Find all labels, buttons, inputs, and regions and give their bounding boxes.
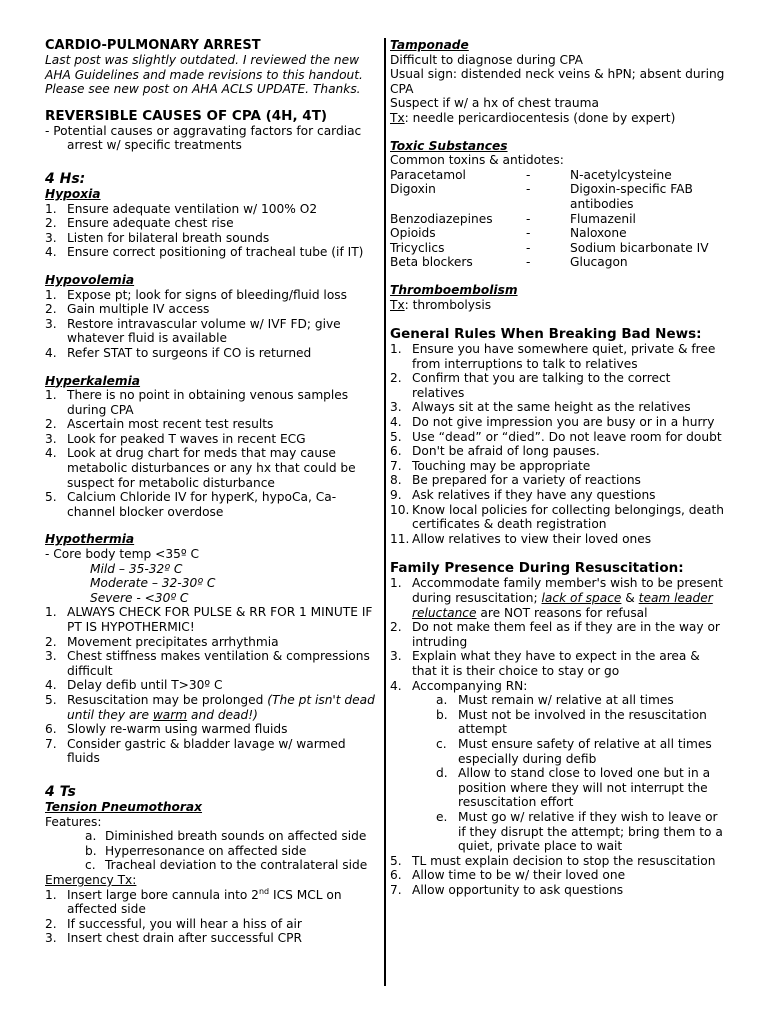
list-item: c. Must ensure safety of relative at all times especially during defib: [436, 736, 712, 766]
four-hs-heading: 4 Hs:: [45, 170, 86, 187]
list-item: 4. Look at drug chart for meds that may cause metabolic disturbances or any hx that could be suspect for metabolic disturbance: [45, 446, 356, 490]
list-item: 2. Ascertain most recent test results: [45, 417, 274, 432]
list-item: 3. Look for peaked T waves in recent ECG: [45, 431, 306, 446]
toxins-table: [390, 168, 725, 270]
list-item: 2. Ensure adequate chest rise: [45, 216, 234, 231]
hypovolemia-heading: Hypovolemia: [45, 272, 135, 287]
list-item: 6. Don't be afraid of long pauses.: [390, 444, 600, 459]
hypothermia-grade-moderate: Moderate – 32-30º C: [90, 576, 216, 591]
hyperkalemia-list: [45, 388, 380, 519]
hypothermia-grade-mild: Mild – 35-32º C: [90, 561, 183, 576]
tamponade-line: Suspect if w/ a hx of chest trauma: [390, 96, 599, 111]
table-row: Benzodiazepines - Flumazenil: [390, 211, 636, 226]
list-item: 3. Listen for bilateral breath sounds: [45, 230, 270, 245]
list-item: 5. Use “dead” or “died”. Do not leave room for doubt: [390, 429, 722, 444]
reversible-causes-note: - Potential causes or aggravating factors for cardiac arrest w/ specific treatments: [45, 123, 362, 153]
tamponade-tx: Tx: needle pericardiocentesis (done by expert): [390, 110, 676, 125]
four-ts-heading: 4 Ts: [45, 783, 76, 800]
bad-news-list: [390, 342, 725, 546]
list-item: 7. Allow opportunity to ask questions: [390, 882, 624, 897]
list-item: 1. Insert large bore cannula into 2nd ICS MCL on affected side: [45, 886, 342, 917]
intro-line-2: AHA Guidelines and made revisions to this handout.: [45, 67, 363, 82]
emergency-tx-list: [45, 888, 380, 946]
accompanying-rn-list: [390, 693, 725, 854]
list-item: a. Diminished breath sounds on affected side: [85, 829, 367, 844]
hypoxia-heading: Hypoxia: [45, 186, 101, 201]
features-label: Features:: [45, 814, 102, 829]
toxins-intro: Common toxins & antidotes:: [390, 153, 564, 168]
table-row: Beta blockers - Glucagon: [390, 255, 628, 270]
list-item: 3. Always sit at the same height as the relatives: [390, 400, 691, 415]
list-item: b. Must not be involved in the resuscitation attempt: [436, 707, 707, 737]
list-item: c. Tracheal deviation to the contralateral side: [85, 858, 368, 873]
family-presence-heading: Family Presence During Resuscitation:: [390, 560, 684, 577]
tension-pneumothorax-heading: Tension Pneumothorax: [45, 799, 203, 814]
list-item: 5. Resuscitation may be prolonged (The pt isn't dead until they are warm and dead!): [45, 692, 375, 722]
tamponade-heading: Tamponade: [390, 38, 469, 52]
list-item: 6. Slowly re-warm using warmed fluids: [45, 722, 288, 737]
hypovolemia-list: [45, 288, 380, 361]
list-item: 11. Allow relatives to view their loved ones: [390, 531, 652, 546]
table-row: Tricyclics - Sodium bicarbonate IV: [390, 240, 709, 255]
list-item: 10. Know local policies for collecting belongings, death certificates & death registration: [390, 502, 725, 532]
family-presence-list: [390, 576, 725, 693]
list-item: a. Must remain w/ relative at all times: [436, 693, 674, 708]
list-item: 3. Restore intravascular volume w/ IVF FD; give whatever fluid is available: [45, 316, 341, 346]
list-item: 3. Insert chest drain after successful CPR: [45, 931, 302, 946]
right-column: [390, 38, 725, 897]
intro-line-3: Please see new post on AHA ACLS UPDATE. Thanks.: [45, 82, 361, 97]
list-item: 9. Ask relatives if they have any questions: [390, 488, 656, 503]
family-presence-list-end: [390, 854, 725, 898]
table-row: Paracetamol - N-acetylcysteine: [390, 167, 672, 182]
list-item: 5. Calcium Chloride IV for hyperK, hypoCa, Ca-channel blocker overdose: [45, 490, 337, 519]
core-temp-line: - Core body temp <35º C: [45, 547, 199, 562]
list-item: 2. If successful, you will hear a hiss of air: [45, 916, 302, 931]
list-item: 2. Gain multiple IV access: [45, 302, 210, 317]
emergency-tx-label: Emergency Tx:: [45, 872, 137, 887]
list-item: 7. Consider gastric & bladder lavage w/ warmed fluids: [45, 736, 346, 766]
bad-news-heading: General Rules When Breaking Bad News:: [390, 326, 702, 343]
list-item: 1. ALWAYS CHECK FOR PULSE & RR FOR 1 MINUTE IF PT IS HYPOTHERMIC!: [45, 605, 373, 634]
hypothermia-list: [45, 605, 380, 766]
hyperkalemia-heading: Hyperkalemia: [45, 373, 141, 388]
list-item: 1. There is no point in obtaining venous samples during CPA: [45, 388, 349, 417]
reversible-causes-heading: REVERSIBLE CAUSES OF CPA (4H, 4T): [45, 107, 328, 124]
left-column: [45, 38, 380, 946]
intro-line-1: Last post was slightly outdated. I reviewed the new: [45, 53, 360, 67]
features-list: [45, 829, 380, 873]
list-item: 2. Do not make them feel as if they are in the way or intruding: [390, 620, 720, 649]
list-item: 4. Do not give impression you are busy or in a hurry: [390, 415, 715, 430]
list-item: 2. Confirm that you are talking to the correct relatives: [390, 371, 671, 400]
list-item: 4. Ensure correct positioning of tracheal tube (if IT): [45, 245, 364, 260]
list-item: 2. Movement precipitates arrhythmia: [45, 634, 279, 649]
list-item: 1. Expose pt; look for signs of bleeding/fluid loss: [45, 287, 347, 302]
hypothermia-heading: Hypothermia: [45, 532, 135, 547]
table-row: Opioids - Naloxone: [390, 226, 627, 241]
column-divider: [384, 38, 386, 986]
list-item: 4. Delay defib until T>30º C: [45, 678, 223, 693]
hypothermia-grade-severe: Severe - <30º C: [90, 590, 189, 605]
list-item: 1. Ensure adequate ventilation w/ 100% O2: [45, 201, 318, 216]
document-title: CARDIO-PULMONARY ARREST: [45, 38, 261, 53]
thromboembolism-tx: Tx: thrombolysis: [390, 297, 492, 312]
list-item: 4. Refer STAT to surgeons if CO is returned: [45, 345, 312, 360]
table-row: Digoxin - Digoxin-specific FAB antibodies: [390, 182, 693, 211]
hypoxia-list: [45, 202, 380, 260]
list-item: 1. Accommodate family member's wish to be present during resuscitation; lack of space & team leader reluctance are NOT reasons for refusal: [390, 576, 723, 620]
list-item: 3. Explain what they have to expect in the area & that it is their choice to stay or go: [390, 649, 700, 678]
list-item: 3. Chest stiffness makes ventilation & compressions difficult: [45, 649, 370, 678]
list-item: 8. Be prepared for a variety of reactions: [390, 473, 641, 488]
list-item: 4. Accompanying RN:: [390, 678, 528, 693]
toxic-substances-heading: Toxic Substances: [390, 138, 508, 153]
list-item: b. Hyperresonance on affected side: [85, 843, 307, 858]
tamponade-line: Usual sign: distended neck veins & hPN; absent during CPA: [390, 67, 725, 96]
list-item: 7. Touching may be appropriate: [390, 458, 591, 473]
list-item: e. Must go w/ relative if they wish to leave or if they disrupt the attempt; bring them to a quiet, private place to wait: [436, 809, 723, 854]
list-item: 5. TL must explain decision to stop the resuscitation: [390, 853, 716, 868]
tamponade-line: Difficult to diagnose during CPA: [390, 52, 583, 67]
list-item: 6. Allow time to be w/ their loved one: [390, 868, 626, 883]
thromboembolism-heading: Thromboembolism: [390, 282, 518, 297]
list-item: 1. Ensure you have somewhere quiet, private & free from interruptions to talk to relatives: [390, 342, 716, 371]
list-item: d. Allow to stand close to loved one but in a position where they will not interrupt the resuscitation effort: [436, 766, 711, 810]
